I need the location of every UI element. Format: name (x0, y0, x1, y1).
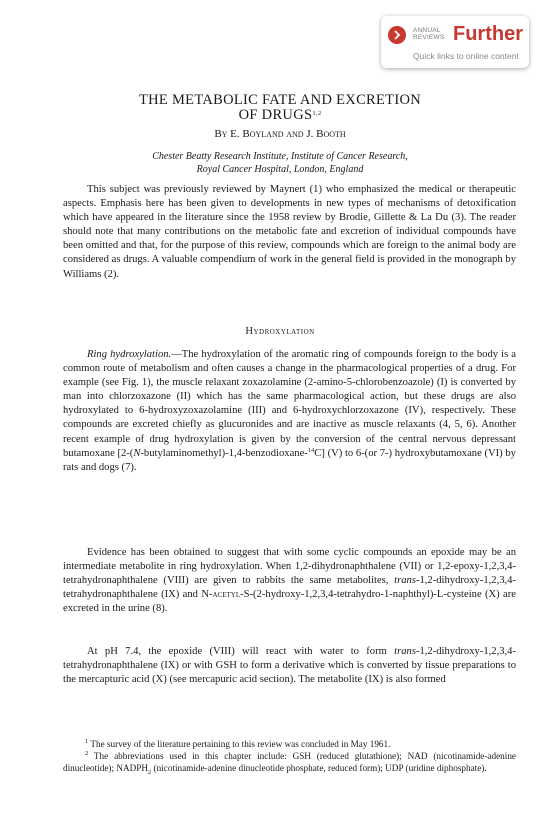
epoxide-text-b: -1,2-dihydroxy-1,2,3,4-tetrahydronaphthalene (IX) and (63, 575, 516, 601)
ring-isotope-sup: 14 (307, 446, 315, 454)
epoxide-l-smallcaps: L (436, 589, 444, 601)
ph-trans-italic: trans (394, 646, 416, 657)
ring-text-a: —The hydroxylation of the aromatic ring of compounds foreign to the body is a common route of metabolism and often causes a change in the pharmacological properties of a drug. For example (see Fig. 1), the muscle relaxant zoxazolamine (2-amino-5-chlorobenzoazole) (I) is converted by man into chlorzoxazone (II) which has the same pharmacological action, but these drugs are also hydroxylated to 6-hydroxyzoxazolamine (III) and 6-hydroxychlorzoxazone (IV), respectively. These compounds are excreted chiefly as glucuronides and are inactive as muscle relaxants (4, 5, 6). Another recent example of drug hydroxylation is given by the conversion of the central nervous depressant butamoxane [2-( (63, 349, 516, 459)
ring-text-b: -butylaminomethyl)-1,4-benzodioxane- (140, 447, 308, 459)
intro-paragraph: This subject was previously reviewed by Maynert (1) who emphasized the medical or therapeutic aspects. Emphasis here has been given to developments in new types of mechanisms of detoxification which have appeared in the literature since the 1958 review by Brodie, Gillette & La Du (3). The reader should note that many contributions on the metabolic fate and excretion of individual compounds have been omitted and that, for the purpose of this review, compounds which are foreign to the animal body are considered as drugs. A valuable compendium of work in the general field is provided in the monograph by Williams (2). (63, 184, 516, 280)
epoxide-paragraph (63, 546, 516, 616)
footnote-2 (63, 750, 516, 779)
affiliation-line-1: Chester Beatty Research Institute, Institute of Cancer Research, (152, 151, 408, 162)
further-links-badge[interactable] (381, 16, 529, 68)
affiliation-line-2: Royal Cancer Hospital, London, England (196, 164, 364, 175)
epoxide-text-c: (2-hydroxy-1,2,3,4-tetrahydro-1-naphthyl)- (253, 589, 437, 601)
ring-hydroxylation-paragraph (63, 348, 516, 475)
title-footnote-mark: 1,2 (312, 110, 322, 117)
badge-subtitle: Quick links to online content (413, 51, 519, 61)
footnote-1 (63, 738, 516, 750)
footnote-2-text-b: (nicotinamide-adenine dinucleotide phosphate, reduced form); UDP (uridine diphosphate). (151, 763, 487, 774)
epoxide-text-d: -cysteine (X) are excreted in the urine (8). (63, 589, 516, 615)
epoxide-nacetyl: N-acetyl-S- (201, 589, 254, 601)
authors: By E. Boyland and J. Booth (214, 128, 346, 140)
title-line-2-text: OF DRUGS (238, 107, 313, 123)
title-line-2 (60, 108, 500, 123)
footnote-2-sub: 2 (147, 769, 152, 777)
ph-paragraph (63, 645, 516, 687)
ring-n-italic: N (133, 447, 141, 459)
footnote-2-mark: 2 (85, 750, 89, 757)
epoxide-trans-italic: trans (394, 575, 416, 587)
badge-annual-text: ANNUAL (413, 27, 441, 34)
ph-text-a: At pH 7.4, the epoxide (VIII) will react with water to form (87, 646, 395, 657)
badge-annual-reviews (413, 27, 444, 41)
footnote-1-text: The survey of the literature pertaining to this review was concluded in May 1961. (88, 739, 391, 749)
title-line-1: THE METABOLIC FATE AND EXCRETION (138, 92, 422, 108)
run-in-heading: Ring hydroxylation. (87, 349, 172, 360)
badge-further-text: Further (453, 23, 523, 45)
affiliation (60, 150, 500, 176)
epoxide-text-a: Evidence has been obtained to suggest that with some cyclic compounds an epoxide may be an intermediate metabolite in ring hydroxylation. When 1,2-dihydronaphthalene (VII) or 1,2-epoxy-1,2,3,4-tetrahydronaphthalene (VIII) are given to rabbits the same metabolites, (63, 547, 516, 587)
ring-text-c: C] (V) to 6-(or 7-) hydroxybutamoxane (VI) by rats and dogs (7). (63, 447, 516, 473)
footnote-1-mark: 1 (85, 738, 89, 745)
section-heading: Hydroxylation (245, 326, 315, 337)
badge-reviews-text: REVIEWS (413, 34, 445, 41)
ph-text-b: -1,2-dihydroxy-1,2,3,4-tetrahydronaphthalene (IX) or with GSH to form a derivative which is converted by tissue preparations to the mercapturic acid (X) (see mercapuric acid section). The metabolite (IX) is also formed (63, 646, 516, 686)
chevron-right-icon (388, 26, 406, 44)
article-title (60, 93, 500, 123)
footnote-2-text-a: The abbreviations used in this chapter include: GSH (reduced glutathione); NAD (nicotinamide-adenine dinucleotide); NADPH (63, 751, 516, 774)
